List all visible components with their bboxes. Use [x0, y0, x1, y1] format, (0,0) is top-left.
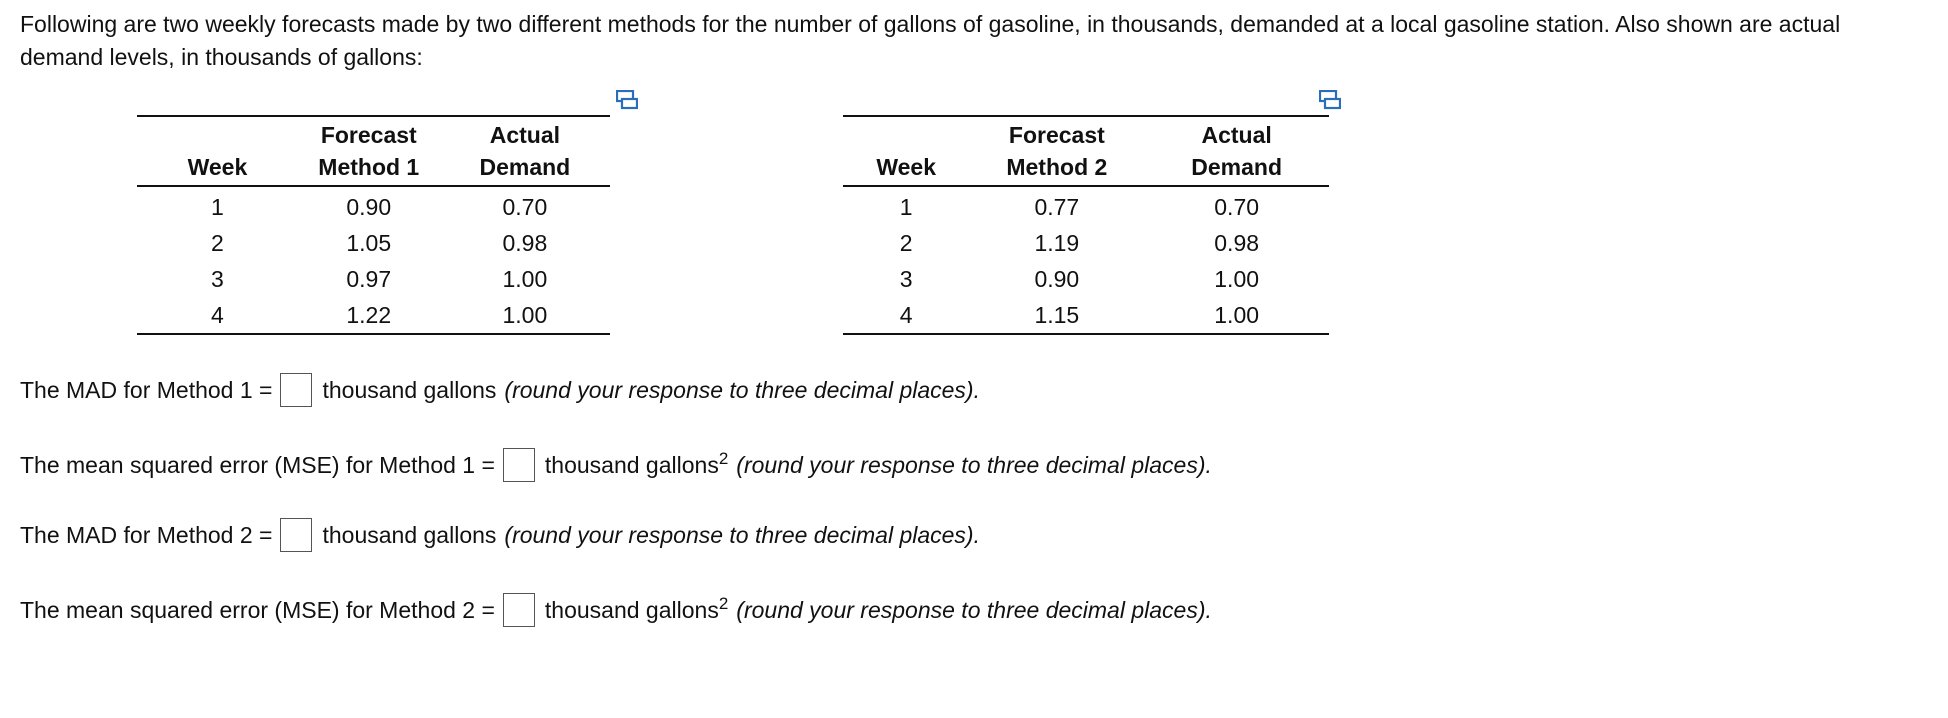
- cell-actual: 1.00: [502, 266, 548, 292]
- cell-week: 3: [211, 266, 224, 292]
- header-week: Week: [137, 151, 298, 186]
- cell-forecast: 1.22: [298, 297, 440, 334]
- cell-week: 2: [211, 230, 224, 256]
- cell-week: 4: [843, 297, 969, 334]
- table-row: [843, 297, 1329, 334]
- table-row: [137, 186, 610, 225]
- cell-forecast: 1.05: [346, 230, 392, 256]
- question-label: The MAD for Method 2 =: [20, 522, 273, 548]
- header-demand: Demand: [440, 151, 610, 186]
- table-row: [843, 225, 1329, 261]
- cell-actual: 0.98: [502, 230, 548, 256]
- question-label: The mean squared error (MSE) for Method 1 =: [20, 452, 495, 478]
- copy-table-icon[interactable]: [616, 90, 638, 110]
- question-mad-method-1: [20, 370, 980, 410]
- cell-forecast: 0.90: [346, 194, 392, 220]
- header-forecast: Forecast: [298, 116, 440, 151]
- rounding-note: (round your response to three decimal places).: [736, 597, 1212, 623]
- unit-label: thousand gallons: [322, 377, 497, 403]
- table-row: [137, 261, 610, 297]
- problem-intro: Following are two weekly forecasts made by two different methods for the number of gallons of gasoline, in thousands, demanded at a local gasoline station. Also shown are actual demand levels, in thousands of gallons:: [20, 11, 1841, 70]
- cell-actual: 0.98: [1214, 230, 1260, 256]
- copy-table-icon[interactable]: [1319, 90, 1341, 110]
- cell-forecast: 0.90: [1034, 266, 1080, 292]
- cell-actual: 0.70: [502, 194, 548, 220]
- cell-week: 3: [899, 266, 913, 292]
- question-label: The mean squared error (MSE) for Method 2 =: [20, 597, 495, 623]
- question-mad-method-2: [20, 515, 980, 555]
- data-table: [843, 115, 1329, 335]
- question-label: The MAD for Method 1 =: [20, 377, 273, 403]
- mse-method-1-input[interactable]: [503, 448, 535, 482]
- question-mse-method-2: The mean squared error (MSE) for Method 2 = thousand gallons $^2$ (round your response to three decimal places).: [20, 590, 1212, 630]
- rounding-note: (round your response to three decimal places).: [504, 522, 980, 548]
- header-actual: Actual: [440, 116, 610, 151]
- cell-forecast: 0.97: [346, 266, 392, 292]
- cell-week: 4: [137, 297, 298, 334]
- table-row: [843, 186, 1329, 225]
- table-row: [137, 297, 610, 334]
- mad-method-2-input[interactable]: [280, 518, 312, 552]
- cell-forecast: 1.15: [969, 297, 1144, 334]
- header-actual: Actual: [1144, 116, 1329, 151]
- data-table: [137, 115, 610, 335]
- table-row: [843, 261, 1329, 297]
- cell-week: 2: [899, 230, 913, 256]
- header-method: Method 1: [298, 151, 440, 186]
- unit-label: thousand gallons: [322, 522, 497, 548]
- question-mse-method-1: The mean squared error (MSE) for Method 1 = thousand gallons $^2$ (round your response to three decimal places).: [20, 445, 1212, 485]
- cell-week: 1: [211, 194, 224, 220]
- mse-method-2-input[interactable]: [503, 593, 535, 627]
- rounding-note: (round your response to three decimal places).: [736, 452, 1212, 478]
- cell-actual: 0.70: [1214, 194, 1260, 220]
- header-demand: Demand: [1144, 151, 1329, 186]
- cell-actual: 1.00: [1144, 297, 1329, 334]
- unit-label: thousand gallons: [544, 452, 719, 478]
- cell-forecast: 0.77: [1034, 194, 1080, 220]
- header-method: Method 2: [969, 151, 1144, 186]
- cell-actual: 1.00: [1214, 266, 1260, 292]
- rounding-note: (round your response to three decimal places).: [504, 377, 980, 403]
- header-forecast: Forecast: [969, 116, 1144, 151]
- cell-actual: 1.00: [440, 297, 610, 334]
- mad-method-1-input[interactable]: [280, 373, 312, 407]
- header-week: Week: [843, 151, 969, 186]
- cell-week: 1: [899, 194, 913, 220]
- unit-label: thousand gallons: [544, 597, 719, 623]
- cell-forecast: 1.19: [1034, 230, 1080, 256]
- table-row: [137, 225, 610, 261]
